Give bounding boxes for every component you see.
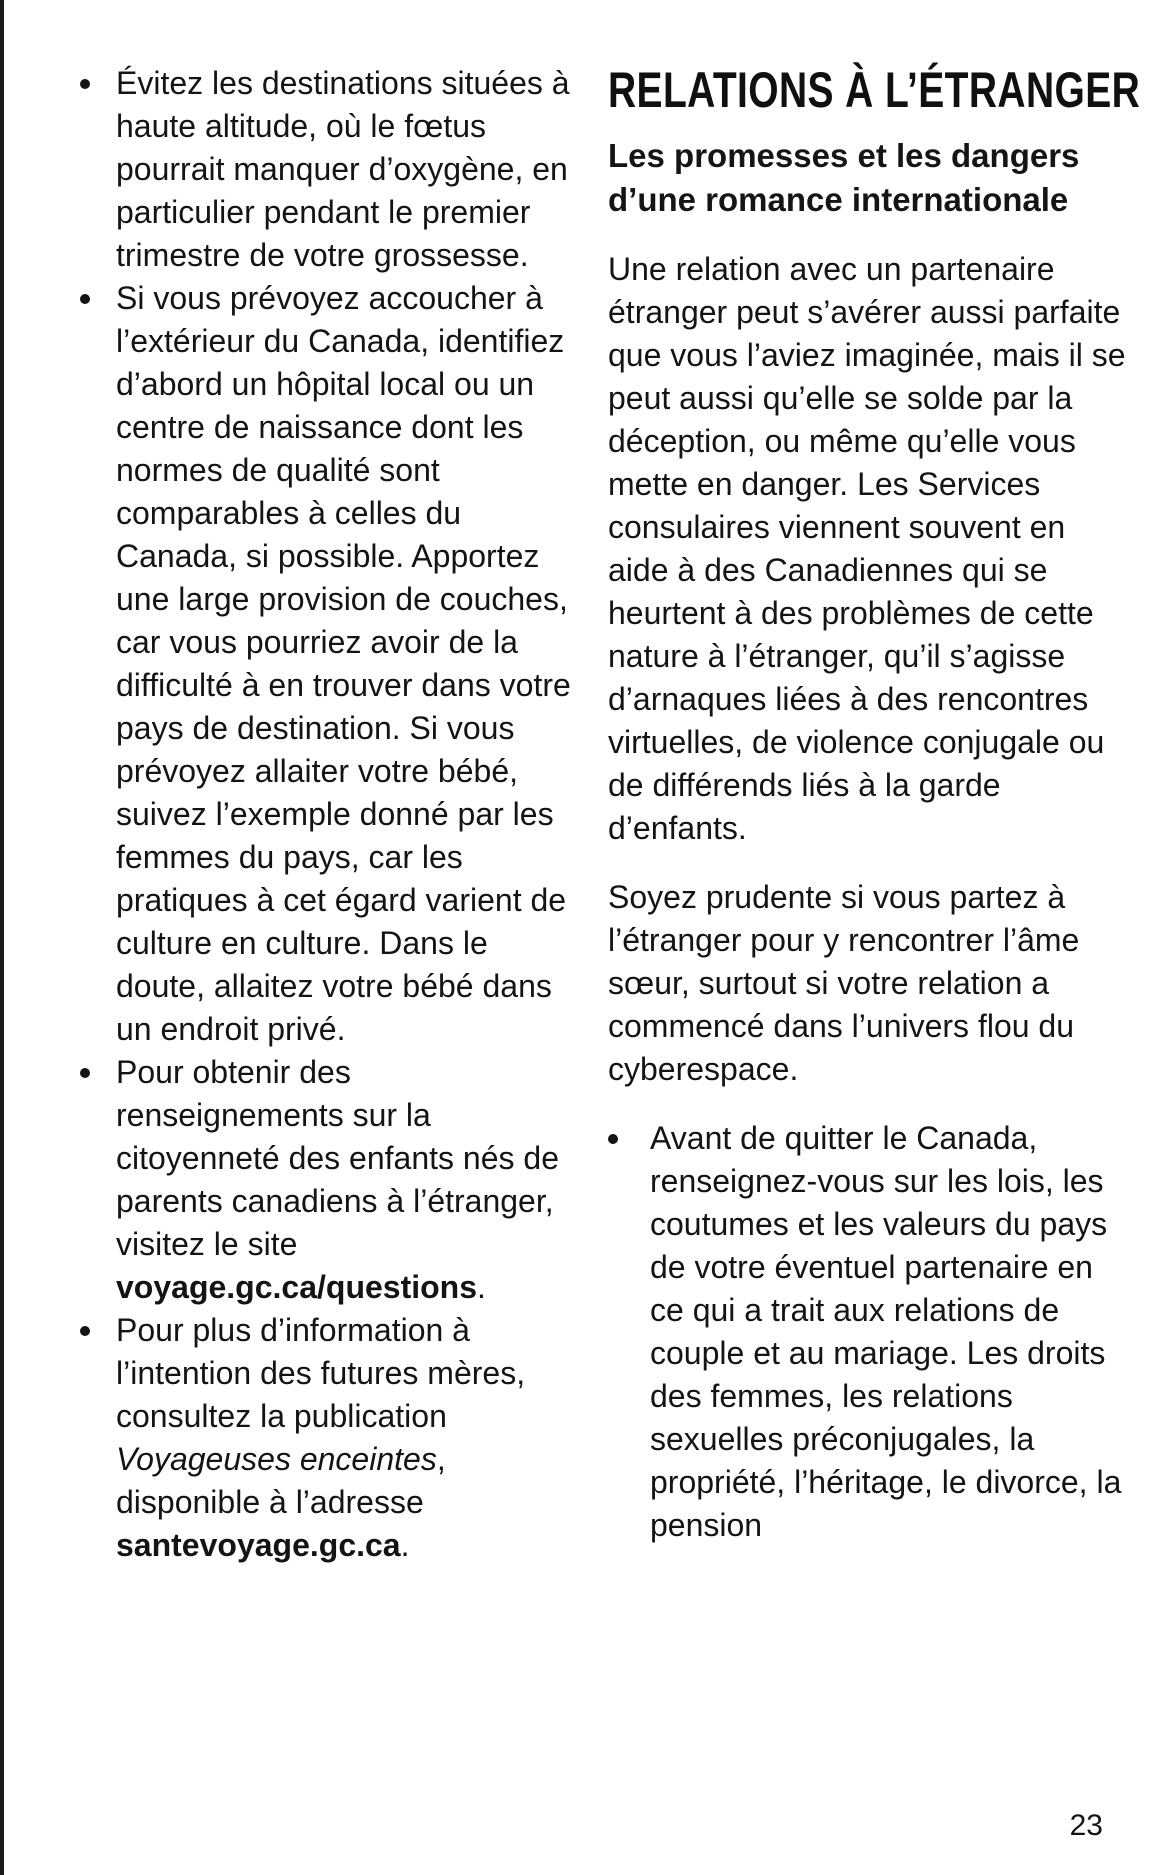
page-number: 23	[1069, 1809, 1103, 1842]
bullet-text: Pour plus d’information à l’intention des futures mères, consultez la publication	[116, 1312, 526, 1434]
publication-title: Voyageuses enceintes	[116, 1441, 437, 1477]
list-item	[80, 62, 580, 277]
bullet-text-end: .	[400, 1527, 410, 1563]
list-item	[608, 1117, 1128, 1547]
section-heading: RELATIONS À L’ÉTRANGER	[608, 62, 1141, 118]
bullet-text: Avant de quitter le Canada, renseignez-vous sur les lois, les coutumes et les valeurs du pays de votre éventuel partenaire en ce qui a trait aux relations de couple et au mariage. Les droits des femmes, les relations sexuelles préconjugales, la propriété, l’héritage, le divorce, la pension	[650, 1120, 1122, 1543]
section-subheading: Les promesses et les dangers d’une romance internationale	[608, 137, 1080, 218]
list-item	[80, 277, 580, 1051]
paragraph: Une relation avec un partenaire étranger peut s’avérer aussi parfaite que vous l’aviez imaginée, mais il se peut aussi qu’elle se solde par la déception, ou même qu’elle vous mette en danger. Les Services consulaires viennent souvent en aide à des Canadiennes qui se heurtent à des problèmes de cette nature à l’étranger, qu’il s’agisse d’arnaques liées à des rencontres virtuelles, de violence conjugale ou de différends liés à la garde d’enfants.	[608, 251, 1126, 846]
bullet-list-right	[608, 1117, 1128, 1547]
bullet-text-cont: , disponible à l’adresse	[116, 1441, 446, 1520]
list-item	[80, 1309, 580, 1567]
paragraph: Soyez prudente si vous partez à l’étranger pour y rencontrer l’âme sœur, surtout si votre relation a commencé dans l’univers flou du cyberespace.	[608, 879, 1080, 1087]
bullet-text: Évitez les destinations situées à haute altitude, où le fœtus pourrait manquer d’oxygène, en particulier pendant le premier trimestre de votre grossesse.	[116, 65, 570, 273]
left-column	[80, 62, 580, 1567]
health-travel-link[interactable]: santevoyage.gc.ca	[116, 1527, 401, 1563]
page-edge	[0, 0, 4, 1875]
bullet-text: Pour obtenir des renseignements sur la citoyenneté des enfants nés de parents canadiens à l’étranger, visitez le site	[116, 1054, 559, 1262]
citizenship-link[interactable]: voyage.gc.ca/questions	[116, 1269, 478, 1305]
bullet-list-left	[80, 62, 580, 1567]
list-item	[80, 1051, 580, 1309]
right-column	[608, 62, 1141, 1547]
bullet-text: Si vous prévoyez accoucher à l’extérieur du Canada, identifiez d’abord un hôpital local ou un centre de naissance dont les normes de qualité sont comparables à celles du Canada, si possible. Apportez une large provision de couches, car vous pourriez avoir de la difficulté à en trouver dans votre pays de destination. Si vous prévoyez allaiter votre bébé, suivez l’exemple donné par les femmes du pays, car les pratiques à cet égard varient de culture en culture. Dans le doute, allaitez votre bébé dans un endroit privé.	[116, 280, 571, 1047]
bullet-text-end: .	[477, 1269, 486, 1305]
